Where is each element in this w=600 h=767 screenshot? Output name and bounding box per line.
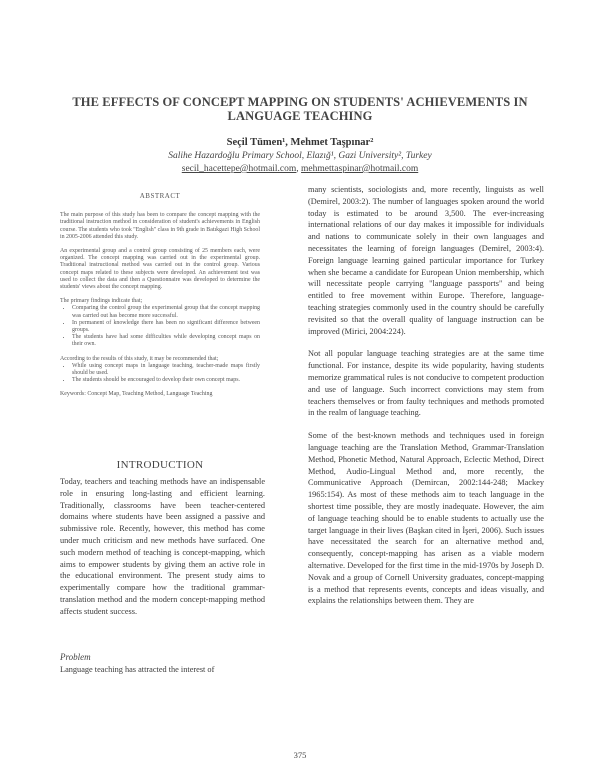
introduction-paragraph: Today, teachers and teaching methods have an indispensable role in ensuring long-lasting and efficient learning. Traditionally, classrooms have been teacher-centered domains where students have been assigned a passive and submissive role. Recently, however, this method has come under much criticism and new methods have surfaced. One such modern method of teaching is concept-mapping, which aims to empower students by giving them an active role in the educational environment. The present study aims to experimentally compare how the traditional grammar-translation method and the modern concept-mapping method affects student success. [60, 477, 265, 616]
title-line-1: THE EFFECTS OF CONCEPT MAPPING ON STUDENTS' ACHIEVEMENTS IN [72, 95, 528, 109]
recommendation-item: • The students should be encouraged to develop their own concept maps. [72, 377, 260, 384]
problem-heading: Problem [60, 652, 91, 662]
recommend-intro: According to the results of this study, it may be recommended that; [60, 355, 219, 362]
affiliation: Salihe Hazardoğlu Primary School, Elazığ¹, Gazi University², Turkey [168, 151, 432, 161]
finding-item: • Comparing the control group the experimental group that the concept mapping was carried out has become more successful. [72, 305, 260, 319]
introduction-heading: INTRODUCTION [116, 459, 204, 471]
paper-title [40, 95, 560, 123]
page-number: 375 [293, 750, 307, 760]
right-paragraph-3: Some of the best-known methods and techniques used in foreign language teaching are the Translation Method, Grammar-Translation Method, Phonetic Method, Natural Approach, Eclectic Method, Direct Method, Audio-Lingual Method and, more recently, the Communicative Approach (Demircan, 2002:144-248; Mackey 1965:154). As most of these methods aim to teach language in the shortest time possible, they are mostly inadequate. However, the aim of language teaching should be to enable students to actually use the target language in their lives (Başkan cited in İşeri, 2006). Such issues have necessitated the search for an alternative method and, consequently, concept-mapping has arisen as a viable modern alternative. Developed for the first time in the mid-1970s by Joseph D. Novak and a group of Cornell University graduates, concept-mapping is a method that represents events, concepts and ideas visually, and explains the relationships between them. They are [308, 431, 544, 606]
right-paragraph-1: many scientists, sociologists and, more recently, linguists as well (Demirel, 2003:2). The number of languages spoken around the world today is estimated to be around 3,500. The ever-increasing international relations of our day makes it impossible for individuals and nations to communicate solely in their own languages and necessitates the learning of foreign languages (Demirel, 2003:4). Foreign language learning gained particular importance for Turkey when she became a candidate for European Union membership, which will necessitate people carrying "language passports" and being entitled to free movement within Europe. Therefore, language-teaching strategies commonly used in the country should be carefully revisited so that the overall quality of language instruction can be improved (Mirici, 2004:224). [308, 185, 544, 336]
title-line-2: LANGUAGE TEACHING [227, 109, 373, 123]
introduction-body [60, 476, 265, 644]
right-paragraph-2: Not all popular language teaching strategies are at the same time functional. For instance, despite its wide popularity, having students memorize grammatical rules is not conducive to competent production and use of language. Such incorrect convictions may stem from teachers themselves or from faulty techniques and methods promoted in the realm of language teaching. [308, 349, 544, 418]
email-separator: , [296, 164, 302, 174]
recommendation-item: • While using concept maps in language teaching, teacher-made maps firstly should be used. [72, 363, 260, 377]
email-1: secil_hacettepe@hotmail.com [181, 164, 297, 174]
abstract-heading: ABSTRACT [139, 193, 181, 200]
findings-intro: The primary findings indicate that; [60, 298, 143, 305]
abstract-paragraph-1: The main purpose of this study has been to compare the concept mapping with the traditional instruction method in consideration of student's achievements in English course. The students who took "English" class in 9th grade in Batıkgazi High School in 2005-2006 attended this study. [60, 212, 260, 240]
abstract-paragraph-2: An experimental group and a control group consisting of 25 members each, were organized. The concept mapping was carried out in the experimental group. Traditional instructional method was carried out in the control group. Various concept maps related to these subjects were developed. An achievement test was used to collect the data and then a Questionnaire was developed to determine the students' views about the concept mapping. [60, 248, 260, 291]
finding-item: • In permanent of knowledge there has been no significant difference between groups. [72, 320, 260, 334]
email-2: mehmettaspinar@hotmail.com [301, 164, 419, 174]
finding-item: • The students have had some difficulties while developing concept maps on their own. [72, 334, 260, 348]
findings-list [60, 305, 260, 348]
abstract [60, 193, 260, 455]
recommendations-list [60, 363, 260, 385]
keywords: Keywords: Concept Map, Teaching Method, Language Teaching [60, 391, 213, 398]
authors: Seçil Tümen¹, Mehmet Taşpınar² [226, 137, 374, 148]
problem-paragraph: Language teaching has attracted the interest of [60, 665, 215, 674]
right-column [308, 184, 544, 752]
problem-body [60, 664, 265, 678]
emails [40, 163, 560, 175]
